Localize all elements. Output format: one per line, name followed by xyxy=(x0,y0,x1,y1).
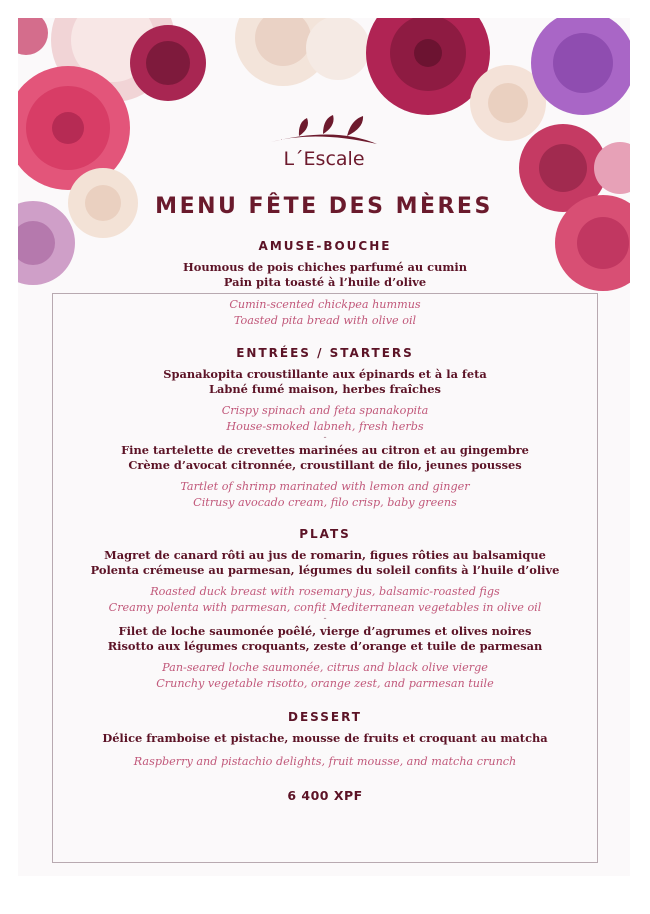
section-dessert xyxy=(52,709,598,770)
menu-title: MENU FÊTE DES MÈRES xyxy=(155,194,493,219)
section-heading: AMUSE-BOUCHE xyxy=(258,239,392,253)
section-heading: PLATS xyxy=(299,527,351,541)
dish-fr-line: Magret de canard rôti au jus de romarin, figues rôties au balsamique xyxy=(104,548,546,562)
dish-fr-line: Houmous de pois chiches parfumé au cumin xyxy=(182,260,468,274)
dish-en-line: Toasted pita bread with olive oil xyxy=(233,313,417,327)
section-entrees xyxy=(52,345,598,510)
dish-fr-line: Fine tartelette de crevettes marinées au citron et au gingembre xyxy=(121,443,529,457)
dish-en-line: Tartlet of shrimp marinated with lemon and ginger xyxy=(180,480,470,493)
dish-en-line: Crispy spinach and feta spanakopita xyxy=(221,404,429,417)
dish xyxy=(52,624,598,691)
dish-fr-line: Pain pita toasté à l’huile d’olive xyxy=(223,275,427,289)
dish xyxy=(52,548,598,615)
dish-fr-line: Labné fumé maison, herbes fraîches xyxy=(209,382,441,396)
dish-en-line: Roasted duck breast with rosemary jus, balsamic-roasted figs xyxy=(150,585,500,598)
dish xyxy=(52,367,598,434)
dish xyxy=(52,443,598,510)
dish-fr-line: Risotto aux légumes croquants, zeste d’orange et tuile de parmesan xyxy=(107,639,543,653)
menu-price: 6 400 XPF xyxy=(287,787,363,803)
brand-name: L´Escale xyxy=(283,148,365,170)
menu-content xyxy=(52,238,598,803)
dish-fr-line: Polenta crémeuse au parmesan, légumes du soleil confits à l’huile d’olive xyxy=(90,563,560,577)
menu-page xyxy=(18,18,630,876)
dish xyxy=(52,260,598,328)
logo xyxy=(18,108,630,170)
section-heading: DESSERT xyxy=(288,710,362,724)
section-heading: ENTRÉES / STARTERS xyxy=(236,346,414,360)
flower-top-center xyxy=(235,18,370,86)
dish-en-line: Pan-seared loche saumonée, citrus and black olive vierge xyxy=(162,661,488,674)
logo-leaves-icon xyxy=(265,108,383,150)
dish-fr-line: Spanakopita croustillante aux épinards et à la feta xyxy=(163,367,487,381)
section-amuse-bouche xyxy=(52,238,598,328)
dish-en-line: Crunchy vegetable risotto, orange zest, and parmesan tuile xyxy=(156,676,494,690)
dish-separator: - xyxy=(323,614,327,624)
section-plats xyxy=(52,526,598,691)
dish-en-line: Citrusy avocado cream, filo crisp, baby greens xyxy=(193,495,457,509)
dish xyxy=(52,731,598,770)
dish-en-line: Cumin-scented chickpea hummus xyxy=(229,298,421,311)
dish-fr-line: Crème d’avocat citronnée, croustillant de filo, jeunes pousses xyxy=(128,458,522,472)
dish-en-line: House-smoked labneh, fresh herbs xyxy=(226,419,424,433)
dish-separator: - xyxy=(323,433,327,443)
dish-fr-line: Filet de loche saumonée poêlé, vierge d’agrumes et olives noires xyxy=(118,624,532,638)
dish-en-line: Creamy polenta with parmesan, confit Mediterranean vegetables in olive oil xyxy=(108,600,542,614)
dish-en-line: Raspberry and pistachio delights, fruit mousse, and matcha crunch xyxy=(133,755,517,768)
dish-fr-line: Délice framboise et pistache, mousse de fruits et croquant au matcha xyxy=(102,731,548,745)
